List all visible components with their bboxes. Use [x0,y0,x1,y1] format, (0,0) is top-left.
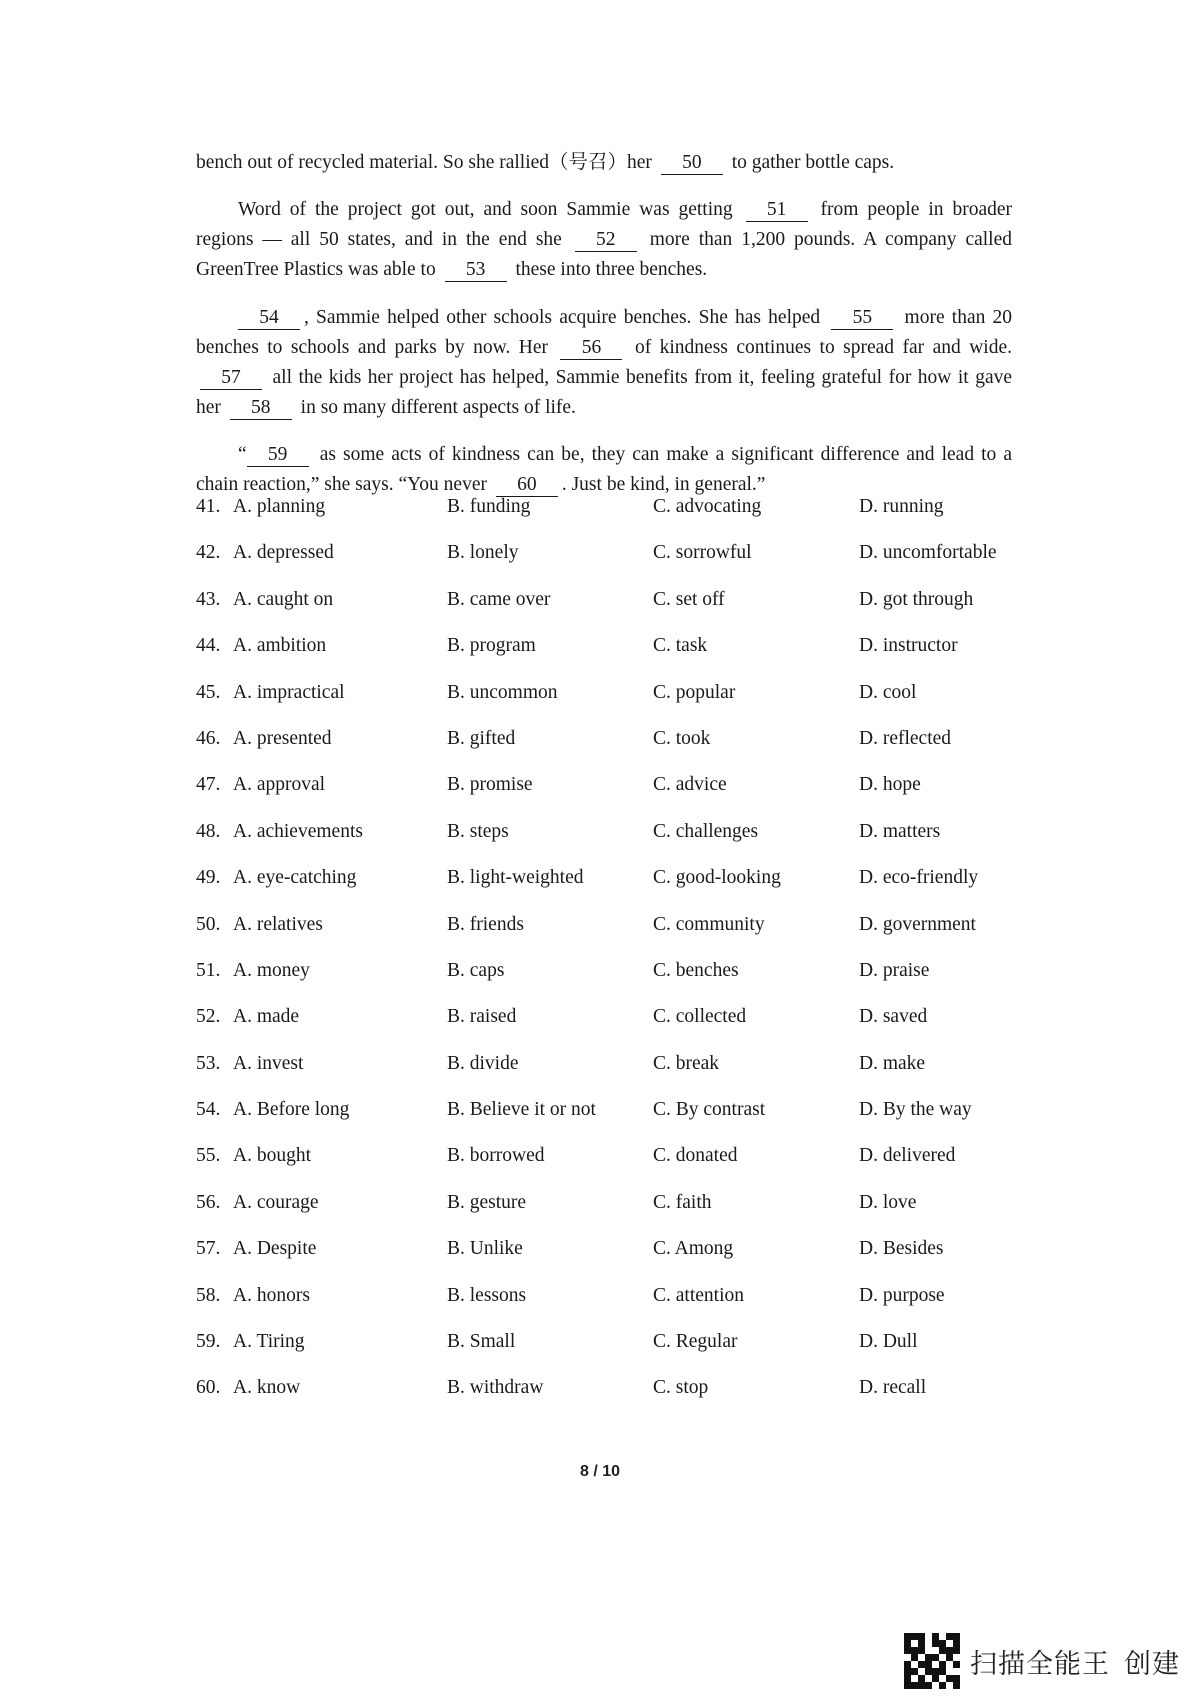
option-d: D. cool [859,681,917,703]
blank-50: 50 [661,152,723,175]
question-number: 58. [196,1284,221,1306]
option-d: D. hope [859,774,921,796]
option-d: D. matters [859,820,941,842]
passage-text: to gather bottle caps. [731,151,895,173]
option-c: C. collected [653,1006,747,1028]
option-d: D. eco-friendly [859,867,979,889]
option-b: B. lessons [447,1284,527,1306]
blank-58: 58 [230,397,292,420]
option-a: A. presented [233,727,332,749]
passage-paragraph-4 [196,440,1012,500]
question-row [196,1285,1036,1331]
question-row [196,1099,1036,1145]
question-number: 45. [196,681,221,703]
option-d: D. recall [859,1377,927,1399]
option-c: C. Among [653,1238,734,1260]
watermark-created: 创建 [1124,1648,1180,1680]
passage-text: more than 1,200 pounds. A company called GreenTree Plastics was able to [196,228,1013,280]
question-number: 59. [196,1331,221,1353]
question-number: 57. [196,1238,221,1260]
option-c: C. benches [653,959,739,981]
blank-52: 52 [575,229,637,252]
question-row [196,682,1036,728]
option-c: C. popular [653,681,736,703]
question-number: 51. [196,959,221,981]
passage-text: these into three benches. [515,258,708,280]
option-b: B. gifted [447,727,516,749]
option-d: D. delivered [859,1145,956,1167]
passage-text: more than 20 benches to schools and parks by now. Her [196,306,1013,358]
question-number: 49. [196,867,221,889]
question-number: 41. [196,496,221,517]
option-a: A. relatives [233,913,323,935]
passage-text: of kindness continues to spread far and wide. [634,336,1013,358]
option-b: B. gesture [447,1191,527,1213]
passage-text: . Just be kind, in general.” [561,473,766,495]
question-row [196,1006,1036,1052]
option-a: A. know [233,1377,301,1399]
option-c: C. sorrowful [653,542,752,564]
passage-paragraph-2 [196,195,1012,285]
page-number: 8 / 10 [579,1463,621,1480]
question-number: 47. [196,774,221,796]
option-b: B. raised [447,1006,517,1028]
question-row [196,914,1036,960]
option-a: A. made [233,1006,300,1028]
option-a: A. depressed [233,542,334,564]
option-b: B. came over [447,588,551,610]
blank-59: 59 [247,444,309,467]
option-c: C. Regular [653,1331,738,1353]
option-d: D. instructor [859,635,958,657]
option-a: A. caught on [233,588,334,610]
option-c: C. challenges [653,820,759,842]
passage-text: as some acts of kindness can be, they can make a significant difference and lead to a chain reaction,” she says. “You never [196,443,1013,495]
blank-55: 55 [831,307,893,330]
option-b: B. Small [447,1331,516,1353]
option-d: D. running [859,496,944,517]
option-d: D. got through [859,588,974,610]
blank-57: 57 [200,367,262,390]
option-b: B. program [447,635,536,657]
option-b: B. uncommon [447,681,558,703]
option-a: A. honors [233,1284,310,1306]
question-row [196,867,1036,913]
option-d: D. make [859,1052,926,1074]
question-row [196,496,1036,542]
option-c: C. advocating [653,496,762,517]
option-b: B. caps [447,959,505,981]
option-c: C. set off [653,588,725,610]
passage-text: “ [238,443,247,465]
question-number: 53. [196,1052,221,1074]
option-a: A. Tiring [233,1331,305,1353]
question-number: 55. [196,1145,221,1167]
option-c: C. break [653,1052,720,1074]
option-b: B. friends [447,913,524,935]
option-c: C. good-looking [653,867,781,889]
question-number: 48. [196,820,221,842]
option-d: D. saved [859,1006,928,1028]
option-c: C. faith [653,1191,712,1213]
question-row [196,1145,1036,1191]
option-b: B. withdraw [447,1377,544,1399]
option-d: D. By the way [859,1099,972,1121]
question-row [196,1377,1036,1423]
option-b: B. Unlike [447,1238,523,1260]
option-a: A. money [233,959,310,981]
question-row [196,635,1036,681]
option-c: C. By contrast [653,1099,766,1121]
option-d: D. Besides [859,1238,944,1260]
option-d: D. reflected [859,727,952,749]
passage-text: , Sammie helped other schools acquire benches. She has helped [304,306,821,328]
option-a: A. Despite [233,1238,317,1260]
question-number: 43. [196,588,221,610]
blank-60: 60 [496,474,558,497]
option-c: C. donated [653,1145,738,1167]
blank-53: 53 [445,259,507,282]
option-b: B. light-weighted [447,867,584,889]
option-d: D. Dull [859,1331,918,1353]
blank-56: 56 [560,337,622,360]
option-a: A. Before long [233,1099,350,1121]
option-a: A. eye-catching [233,867,357,889]
passage-text: bench out of recycled material. So she rallied（号召）her [196,151,652,173]
option-b: B. divide [447,1052,519,1074]
option-c: C. stop [653,1377,709,1399]
question-number: 46. [196,727,221,749]
passage-text: from people in broader regions — all 50 states, and in the end she [196,198,1012,250]
question-row [196,589,1036,635]
answer-options-list [196,496,1036,1424]
option-a: A. impractical [233,681,345,703]
question-number: 44. [196,635,221,657]
passage-text: in so many different aspects of life. [300,396,576,418]
question-row [196,728,1036,774]
question-row [196,542,1036,588]
passage-paragraph-3 [196,303,1012,423]
question-number: 56. [196,1191,221,1213]
blank-54: 54 [238,307,300,330]
option-c: C. task [653,635,708,657]
question-row [196,774,1036,820]
option-a: A. bought [233,1145,311,1167]
option-c: C. community [653,913,765,935]
question-number: 42. [196,542,221,564]
option-c: C. took [653,727,711,749]
scanner-watermark [904,1633,1180,1689]
option-a: A. courage [233,1191,319,1213]
question-number: 54. [196,1099,221,1121]
passage-text: Word of the project got out, and soon Sammie was getting [238,198,733,220]
watermark-text [970,1642,1180,1681]
question-row [196,1331,1036,1377]
option-b: B. promise [447,774,533,796]
question-row [196,821,1036,867]
blank-51: 51 [746,199,808,222]
option-a: A. ambition [233,635,327,657]
option-d: D. purpose [859,1284,945,1306]
option-b: B. Believe it or not [447,1099,596,1121]
question-row [196,1192,1036,1238]
question-number: 60. [196,1377,221,1399]
option-c: C. advice [653,774,727,796]
option-d: D. love [859,1191,917,1213]
question-number: 52. [196,1006,221,1028]
option-b: B. funding [447,496,531,517]
option-a: A. invest [233,1052,304,1074]
question-row [196,960,1036,1006]
watermark-app-name: 扫描全能王 [970,1648,1110,1680]
question-number: 50. [196,913,221,935]
option-a: A. approval [233,774,326,796]
option-d: D. government [859,913,976,935]
passage-paragraph-1 [196,148,1012,178]
question-row [196,1238,1036,1284]
option-b: B. borrowed [447,1145,545,1167]
option-d: D. praise [859,959,930,981]
option-c: C. attention [653,1284,744,1306]
option-d: D. uncomfortable [859,542,997,564]
option-a: A. planning [233,496,326,517]
question-row [196,1053,1036,1099]
option-b: B. steps [447,820,509,842]
qr-code-icon [904,1633,960,1689]
option-b: B. lonely [447,542,519,564]
passage-text: all the kids her project has helped, Sammie benefits from it, feeling grateful for how it gave her [196,366,1013,418]
option-a: A. achievements [233,820,363,842]
